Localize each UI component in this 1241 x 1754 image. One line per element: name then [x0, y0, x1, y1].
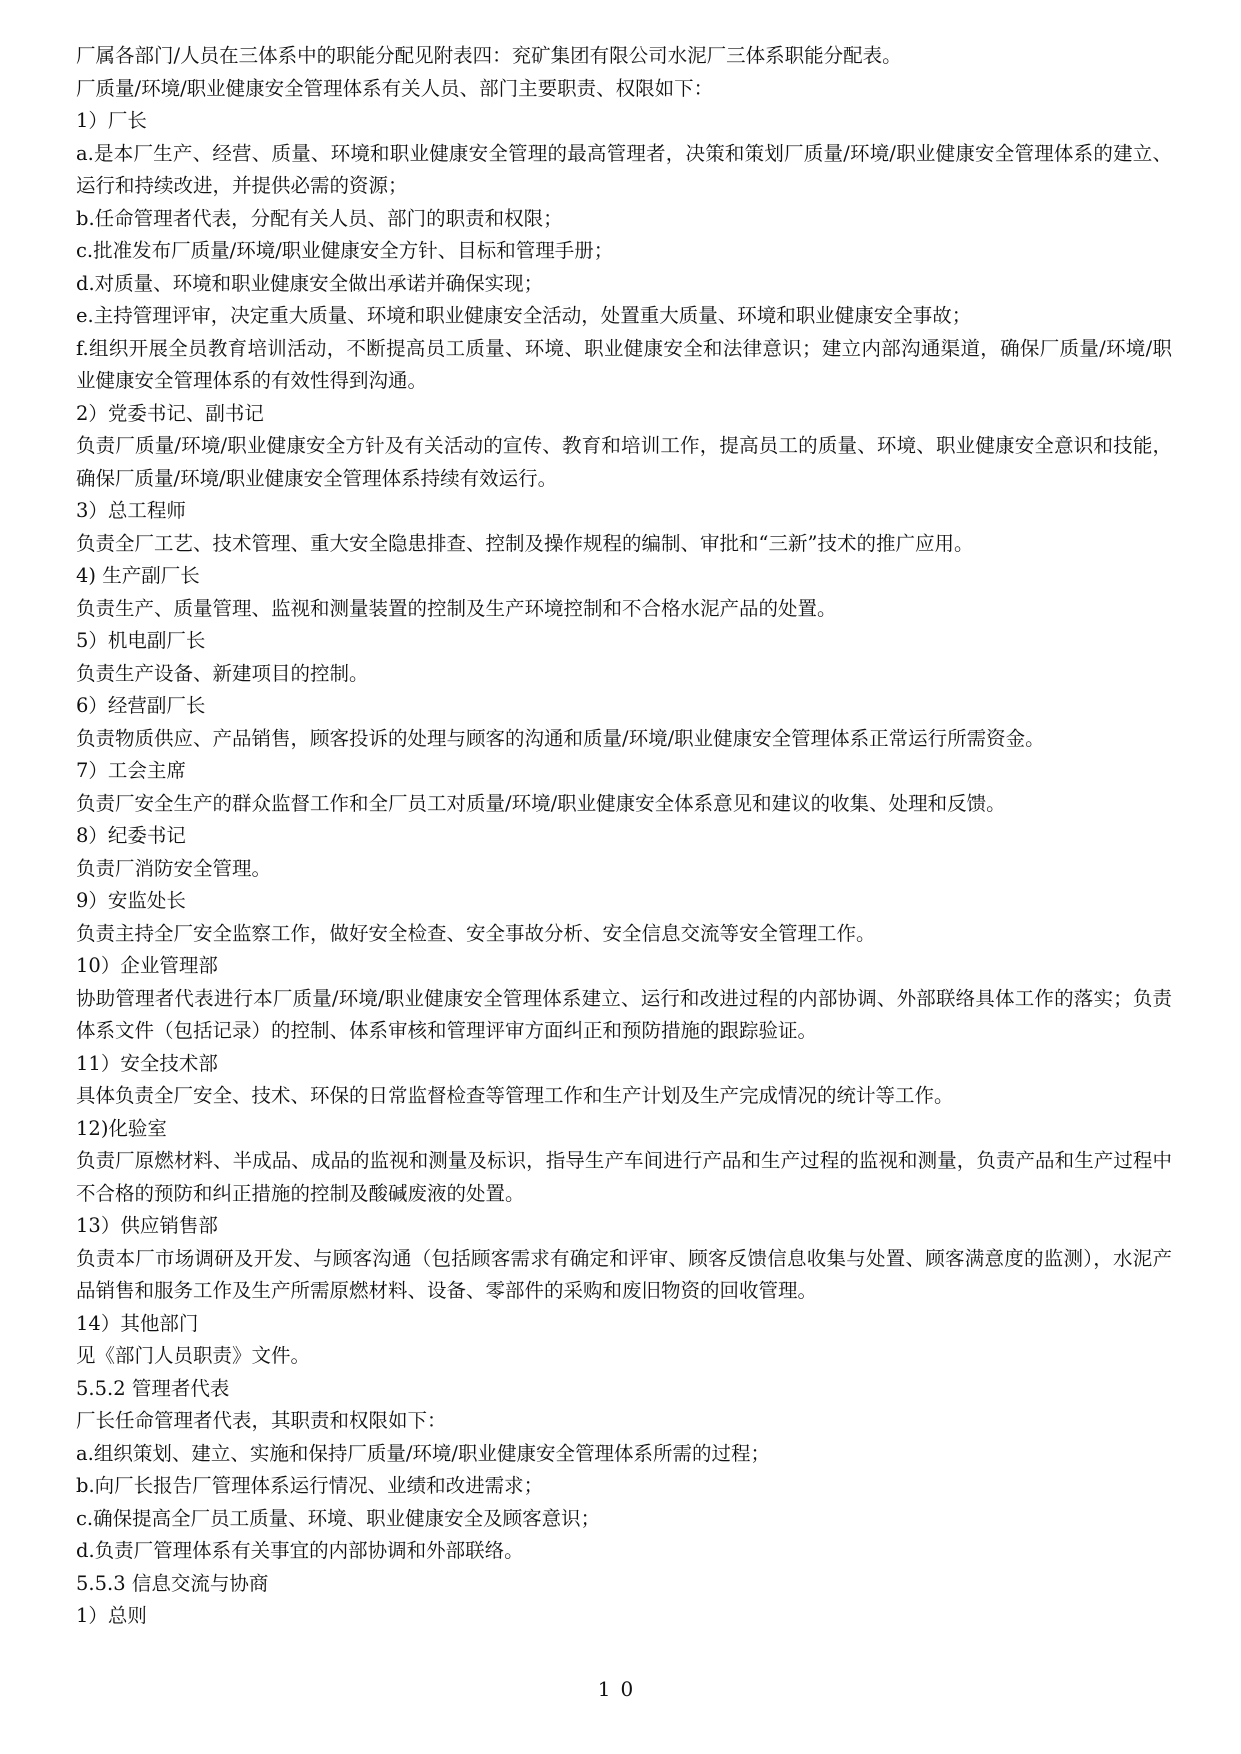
text-line: 负责主持全厂安全监察工作，做好安全检查、安全事故分析、安全信息交流等安全管理工作。: [76, 921, 876, 945]
text-line: e.主持管理评审，决定重大质量、环境和职业健康安全活动，处置重大质量、环境和职业健康安全事故；: [76, 304, 972, 327]
text-line: 负责物质供应、产品销售，顾客投诉的处理与顾客的沟通和质量/环境/职业健康安全管理体系正常运行所需资金。: [76, 726, 1045, 750]
text-line: 13）供应销售部: [76, 1214, 218, 1237]
text-line: 协助管理者代表进行本厂质量/环境/职业健康安全管理体系建立、运行和改进过程的内部协调、外部联络具体工作的落实；负责体系文件（包括记录）的控制、体系审核和管理评审方面纠正和预防措施的跟踪验证。: [76, 986, 1172, 1042]
text-line: 负责生产、质量管理、监视和测量装置的控制及生产环境控制和不合格水泥产品的处置。: [76, 596, 837, 620]
document-body: [76, 40, 1172, 1633]
text-line: b.向厂长报告厂管理体系运行情况、业绩和改进需求；: [76, 1474, 544, 1497]
text-line: b.任命管理者代表，分配有关人员、部门的职责和权限；: [76, 206, 563, 230]
text-line: 5.5.3 信息交流与协商: [76, 1571, 269, 1595]
text-line: 14）其他部门: [76, 1311, 199, 1335]
page-number: 10: [597, 1677, 644, 1701]
text-line: 厂质量/环境/职业健康安全管理体系有关人员、部门主要职责、权限如下：: [76, 76, 714, 100]
text-line: 7）工会主席: [76, 759, 186, 782]
text-line: 厂属各部门/人员在三体系中的职能分配见附表四：兖矿集团有限公司水泥厂三体系职能分配表。: [76, 44, 902, 67]
text-line: a.是本厂生产、经营、质量、环境和职业健康安全管理的最高管理者，决策和策划厂质量/环境/职业健康安全管理体系的建立、运行和持续改进，并提供必需的资源；: [76, 141, 1172, 197]
text-line: 10）企业管理部: [76, 954, 218, 977]
text-line: 负责厂消防安全管理。: [76, 856, 272, 880]
text-line: 厂长任命管理者代表，其职责和权限如下：: [76, 1409, 447, 1432]
text-line: 具体负责全厂安全、技术、环保的日常监督检查等管理工作和生产计划及生产完成情况的统计等工作。: [76, 1084, 954, 1107]
text-line: 6）经营副厂长: [76, 694, 206, 717]
text-line: f.组织开展全员教育培训活动，不断提高员工质量、环境、职业健康安全和法律意识；建立内部沟通渠道，确保厂质量/环境/职业健康安全管理体系的有效性得到沟通。: [76, 336, 1172, 392]
text-line: c.确保提高全厂员工质量、环境、职业健康安全及顾客意识；: [76, 1506, 601, 1530]
text-line: d.负责厂管理体系有关事宜的内部协调和外部联络。: [76, 1539, 524, 1562]
text-line: 11）安全技术部: [76, 1051, 218, 1075]
text-line: 负责本厂市场调研及开发、与顾客沟通（包括顾客需求有确定和评审、顾客反馈信息收集与处置、顾客满意度的监测），水泥产品销售和服务工作及生产所需原燃材料、设备、零部件的采购和废旧物资的回收管理。: [76, 1246, 1172, 1302]
text-line: c.批准发布厂质量/环境/职业健康安全方针、目标和管理手册；: [76, 239, 614, 262]
text-line: 12)化验室: [76, 1116, 167, 1140]
text-line: 1）厂长: [76, 109, 147, 132]
text-line: a.组织策划、建立、实施和保持厂质量/环境/职业健康安全管理体系所需的过程；: [76, 1441, 770, 1465]
text-line: 负责厂质量/环境/职业健康安全方针及有关活动的宣传、教育和培训工作，提高员工的质量、环境、职业健康安全意识和技能，确保厂质量/环境/职业健康安全管理体系持续有效运行。: [76, 434, 1172, 490]
text-line: 9）安监处长: [76, 889, 186, 912]
text-line: 2）党委书记、副书记: [76, 401, 264, 425]
text-line: 负责厂安全生产的群众监督工作和全厂员工对质量/环境/职业健康安全体系意见和建议的收集、处理和反馈。: [76, 791, 1006, 815]
text-line: 3）总工程师: [76, 499, 186, 522]
text-line: 5.5.2 管理者代表: [76, 1376, 230, 1400]
text-line: 见《部门人员职责》文件。: [76, 1344, 311, 1367]
text-line: 8）纪委书记: [76, 824, 186, 847]
text-line: 1）总则: [76, 1604, 147, 1627]
text-line: 负责厂原燃材料、半成品、成品的监视和测量及标识，指导生产车间进行产品和生产过程的监视和测量，负责产品和生产过程中不合格的预防和纠正措施的控制及酸碱废液的处置。: [76, 1149, 1172, 1205]
text-line: 5）机电副厂长: [76, 629, 206, 652]
text-line: 4) 生产副厂长: [76, 564, 200, 587]
text-line: d.对质量、环境和职业健康安全做出承诺并确保实现；: [76, 271, 544, 295]
text-line: 负责生产设备、新建项目的控制。: [76, 661, 369, 685]
text-line: 负责全厂工艺、技术管理、重大安全隐患排查、控制及操作规程的编制、审批和“三新”技术的推广应用。: [76, 531, 974, 555]
